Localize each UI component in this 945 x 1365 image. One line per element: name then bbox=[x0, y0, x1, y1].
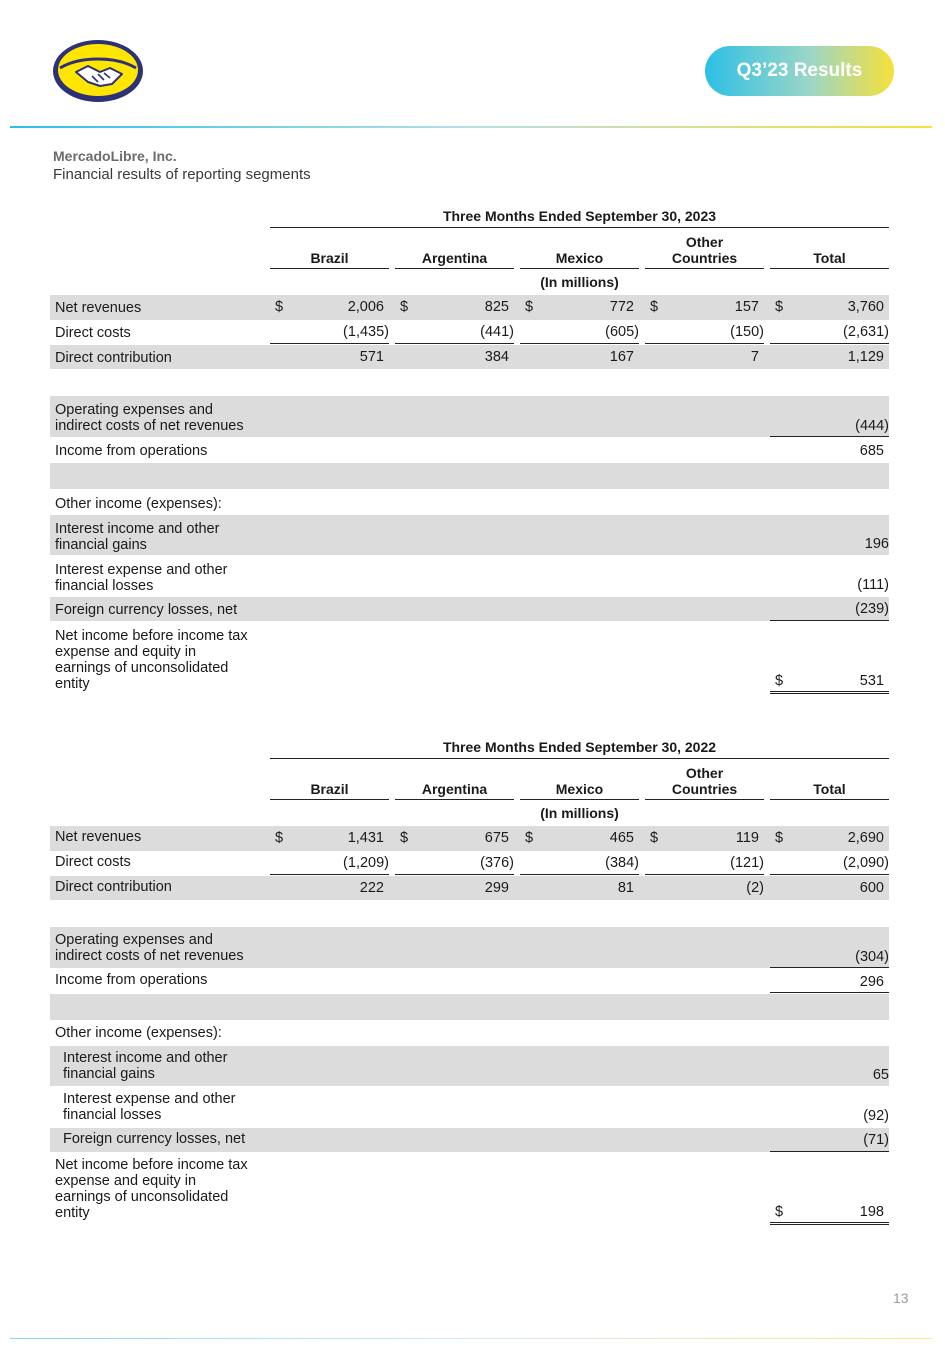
row-net-income-before-tax bbox=[50, 622, 889, 694]
column-header-other-countries: Other Countries bbox=[645, 234, 764, 269]
footer-divider bbox=[10, 1338, 932, 1339]
cell-direct-costs-other: (121) bbox=[645, 855, 764, 875]
unit-label: (In millions) bbox=[540, 805, 619, 821]
row-label: Other income (expenses): bbox=[55, 496, 222, 512]
period-heading: Three Months Ended September 30, 2022 bbox=[270, 739, 889, 759]
row-label: Direct costs bbox=[55, 325, 131, 341]
cell-net-income-before-tax-total: $ 198 bbox=[770, 1204, 889, 1225]
row-interest-income bbox=[50, 1046, 889, 1086]
results-badge: Q3’23 Results bbox=[705, 46, 894, 96]
row-label: Interest income and other financial gains bbox=[63, 1050, 228, 1082]
header-divider bbox=[10, 126, 932, 128]
cell-direct-costs-argentina: (441) bbox=[395, 324, 514, 344]
row-label: Other income (expenses): bbox=[55, 1025, 222, 1041]
company-name: MercadoLibre, Inc. bbox=[53, 148, 177, 164]
column-header-other-countries: Other Countries bbox=[645, 765, 764, 800]
column-header-mexico: Mexico bbox=[520, 250, 639, 269]
row-label: Interest expense and other financial losses bbox=[55, 562, 228, 594]
row-label: Operating expenses and indirect costs of net revenues bbox=[55, 932, 244, 964]
row-fx-losses bbox=[50, 597, 889, 621]
column-header-brazil: Brazil bbox=[270, 250, 389, 269]
row-label: Net income before income tax expense and equity in earnings of unconsolidated entity bbox=[55, 1157, 248, 1221]
row-label: Direct costs bbox=[55, 854, 131, 870]
row-label: Interest income and other financial gains bbox=[55, 521, 220, 553]
period-heading: Three Months Ended September 30, 2023 bbox=[270, 208, 889, 228]
row-label: Foreign currency losses, net bbox=[55, 602, 238, 618]
row-net-revenues bbox=[50, 295, 889, 320]
row-other-income-heading bbox=[50, 490, 889, 514]
cell-direct-costs-mexico: (384) bbox=[520, 855, 639, 875]
row-label: Interest expense and other financial losses bbox=[63, 1091, 236, 1123]
cell-operating-expenses-total: (304) bbox=[770, 949, 889, 968]
cell-direct-costs-other: (150) bbox=[645, 324, 764, 344]
column-header-total: Total bbox=[770, 250, 889, 269]
cell-net-income-before-tax-total: $ 531 bbox=[770, 673, 889, 694]
row-label: Direct contribution bbox=[55, 879, 172, 895]
cell-fx-losses-total: (239) bbox=[770, 601, 889, 621]
cell-direct-costs-brazil: (1,209) bbox=[270, 855, 389, 875]
row-income-from-operations bbox=[50, 969, 889, 993]
cell-direct-costs-mexico: (605) bbox=[520, 324, 639, 344]
row-fx-losses bbox=[50, 1128, 889, 1152]
unit-label: (In millions) bbox=[540, 274, 619, 290]
row-label: Direct contribution bbox=[55, 350, 172, 366]
cell-direct-costs-total: (2,631) bbox=[770, 324, 889, 344]
column-header-total: Total bbox=[770, 781, 889, 800]
row-label: Income from operations bbox=[55, 972, 208, 988]
cell-direct-costs-brazil: (1,435) bbox=[270, 324, 389, 344]
cell-income-from-operations-total: 296 bbox=[770, 974, 889, 993]
cell-fx-losses-total: (71) bbox=[770, 1132, 889, 1152]
cell-direct-costs-argentina: (376) bbox=[395, 855, 514, 875]
row-income-from-operations bbox=[50, 438, 889, 462]
row-label: Operating expenses and indirect costs of net revenues bbox=[55, 402, 244, 434]
page-number: 13 bbox=[893, 1290, 909, 1306]
row-operating-expenses bbox=[50, 927, 889, 968]
document-subtitle: Financial results of reporting segments bbox=[53, 166, 311, 183]
column-header-brazil: Brazil bbox=[270, 781, 389, 800]
row-net-income-before-tax bbox=[50, 1153, 889, 1225]
cell-direct-costs-total: (2,090) bbox=[770, 855, 889, 875]
row-direct-contribution bbox=[50, 345, 889, 369]
row-label: Net revenues bbox=[55, 300, 142, 316]
row-label: Net revenues bbox=[55, 829, 142, 845]
column-header-argentina: Argentina bbox=[395, 781, 514, 800]
column-header-mexico: Mexico bbox=[520, 781, 639, 800]
row-interest-expense bbox=[50, 556, 889, 596]
row-net-revenues bbox=[50, 826, 889, 851]
row-interest-income bbox=[50, 515, 889, 555]
row-spacer bbox=[50, 463, 889, 489]
column-header-argentina: Argentina bbox=[395, 250, 514, 269]
row-operating-expenses bbox=[50, 396, 889, 437]
mercadolibre-logo-icon bbox=[52, 38, 144, 104]
cell-operating-expenses-total: (444) bbox=[770, 418, 889, 437]
row-other-income-heading bbox=[50, 1021, 889, 1045]
row-interest-expense bbox=[50, 1087, 889, 1127]
row-spacer bbox=[50, 994, 889, 1020]
row-label: Foreign currency losses, net bbox=[63, 1131, 246, 1147]
row-label: Net income before income tax expense and equity in earnings of unconsolidated entity bbox=[55, 628, 248, 692]
row-label: Income from operations bbox=[55, 443, 208, 459]
